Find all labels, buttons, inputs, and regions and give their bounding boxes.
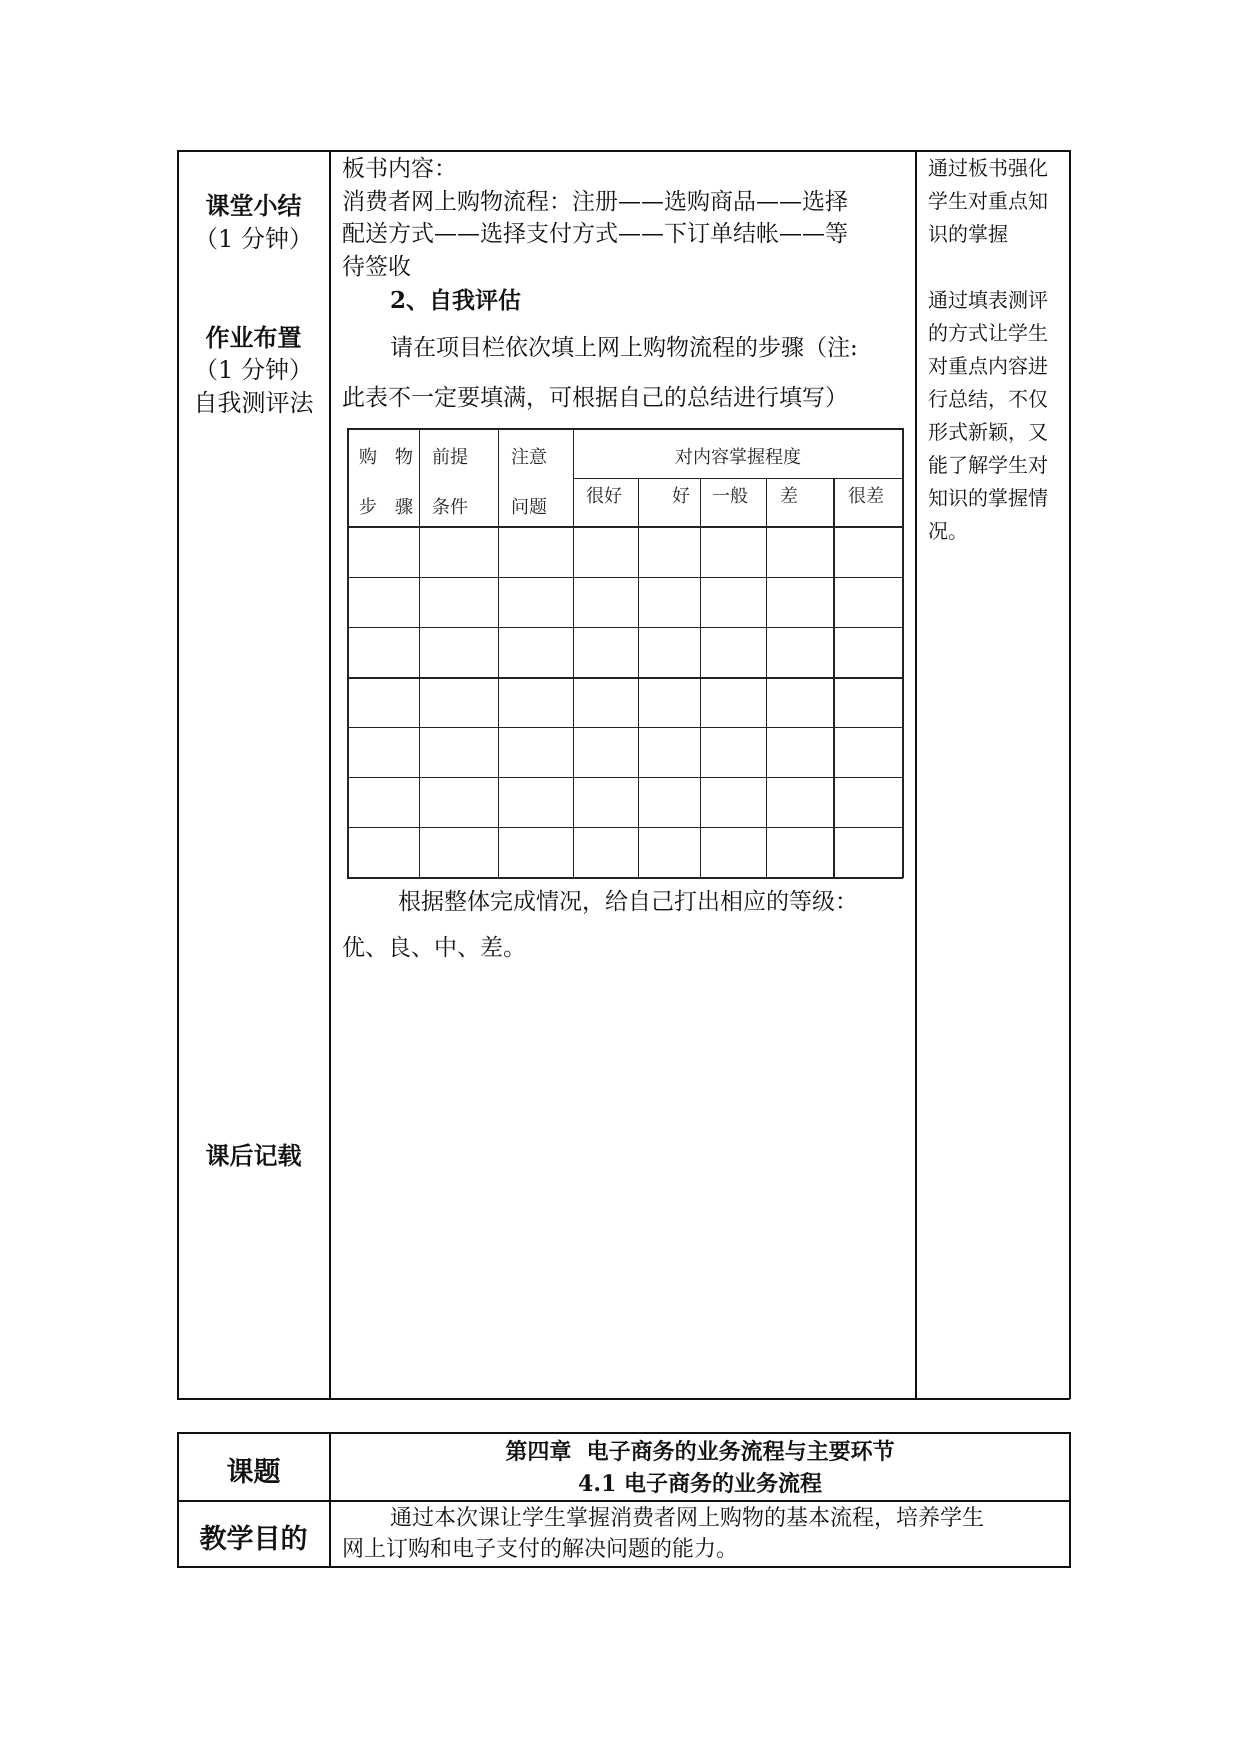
topic-line-1: 第四章 电子商务的业务流程与主要环节 [505,1439,895,1465]
side-note-2-line: 对重点内容进 [928,354,1048,378]
level-poor: 差 [780,486,798,507]
eval-table-top [347,428,903,430]
homework-title: 作业布置 [205,323,302,352]
eval-col-line [638,479,639,878]
bottom-table-top [177,1432,1070,1434]
topic-line-2: 4.1 电子商务的业务流程 [578,1471,822,1497]
side-note-2-line: 况。 [928,519,968,543]
side-note-2-line: 通过填表测评 [928,288,1048,312]
eval-table-right [902,428,904,878]
side-note-2-line: 行总结，不仅 [928,387,1048,411]
col-premise-line-1: 前提 [432,447,468,468]
instruction-line-1: 请在项目栏依次填上网上购物流程的步骤（注: [390,335,858,361]
side-note-2-line: 形式新颖，又 [928,420,1048,444]
summary-time: （1 分钟） [194,225,313,253]
eval-col-line [766,479,767,878]
grade-line-2: 优、良、中、差。 [342,935,526,961]
eval-row-line [347,627,903,628]
bottom-table-right [1069,1432,1071,1568]
instruction-line-2: 此表不一定要填满，可根据自己的总结进行填写） [342,385,848,411]
topic-label: 课题 [226,1457,281,1488]
homework-time: （1 分钟） [194,356,313,384]
eval-row-line [347,677,903,679]
side-note-2-line: 的方式让学生 [928,321,1048,345]
eval-col-line [419,428,420,878]
col-step-line-2: 步 骤 [359,497,413,518]
eval-header-bottom [347,526,903,528]
level-good: 好 [672,486,690,507]
col-note-line-1: 注意 [511,447,547,468]
col-note-line-2: 问题 [511,497,547,518]
eval-mastery-divider [573,478,903,479]
level-average: 一般 [712,486,748,507]
col-step-line-1: 购 物 [359,447,413,468]
goal-label: 教学目的 [199,1524,308,1555]
grade-line-1: 根据整体完成情况，给自己打出相应的等级： [398,889,858,915]
eval-col-line [833,479,835,878]
side-note-1 [928,152,1048,251]
mastery-header: 对内容掌握程度 [675,447,801,468]
eval-row-line [347,827,903,828]
afterclass-title: 课后记载 [205,1141,302,1170]
goal-line-1: 通过本次课让学生掌握消费者网上购物的基本流程，培养学生 [390,1506,985,1531]
homework-method: 自我测评法 [193,389,314,417]
bottom-table-bottom [177,1566,1070,1568]
side-note-2-line: 能了解学生对 [928,453,1048,477]
eval-col-line [498,428,499,878]
self-eval-heading: 2、自我评估 [390,287,522,314]
board-line-1: 消费者网上购物流程：注册——选购商品——选择 [342,189,848,215]
eval-row-line [347,577,903,578]
board-line-2: 配送方式——选择支付方式——下订单结帐——等 [342,221,848,247]
main-table-border-right [1069,150,1071,1399]
board-title: 板书内容： [342,156,457,182]
eval-row-line [347,777,903,778]
eval-table-bottom [347,877,903,879]
main-table-border-bottom [177,1398,1070,1400]
eval-col-line [573,428,574,878]
side-note-2 [928,284,1048,548]
eval-col-line [700,479,701,878]
level-very-poor: 很差 [848,486,884,507]
level-very-good: 很好 [586,486,622,507]
main-table-divider-1 [329,150,331,1399]
main-table-divider-2 [915,150,917,1399]
goal-line-2: 网上订购和电子支付的解决问题的能力。 [342,1537,739,1562]
col-premise-line-2: 条件 [432,497,468,518]
side-note-1-line: 识的掌握 [928,222,1008,246]
summary-title: 课堂小结 [205,191,302,220]
bottom-table-middle [177,1500,1070,1502]
side-note-2-line: 知识的掌握情 [928,486,1048,510]
eval-table-left [347,428,349,878]
board-line-3: 待签收 [342,254,411,280]
side-note-1-line: 学生对重点知 [928,189,1048,213]
eval-row-line [347,727,903,728]
side-note-1-line: 通过板书强化 [928,156,1048,180]
